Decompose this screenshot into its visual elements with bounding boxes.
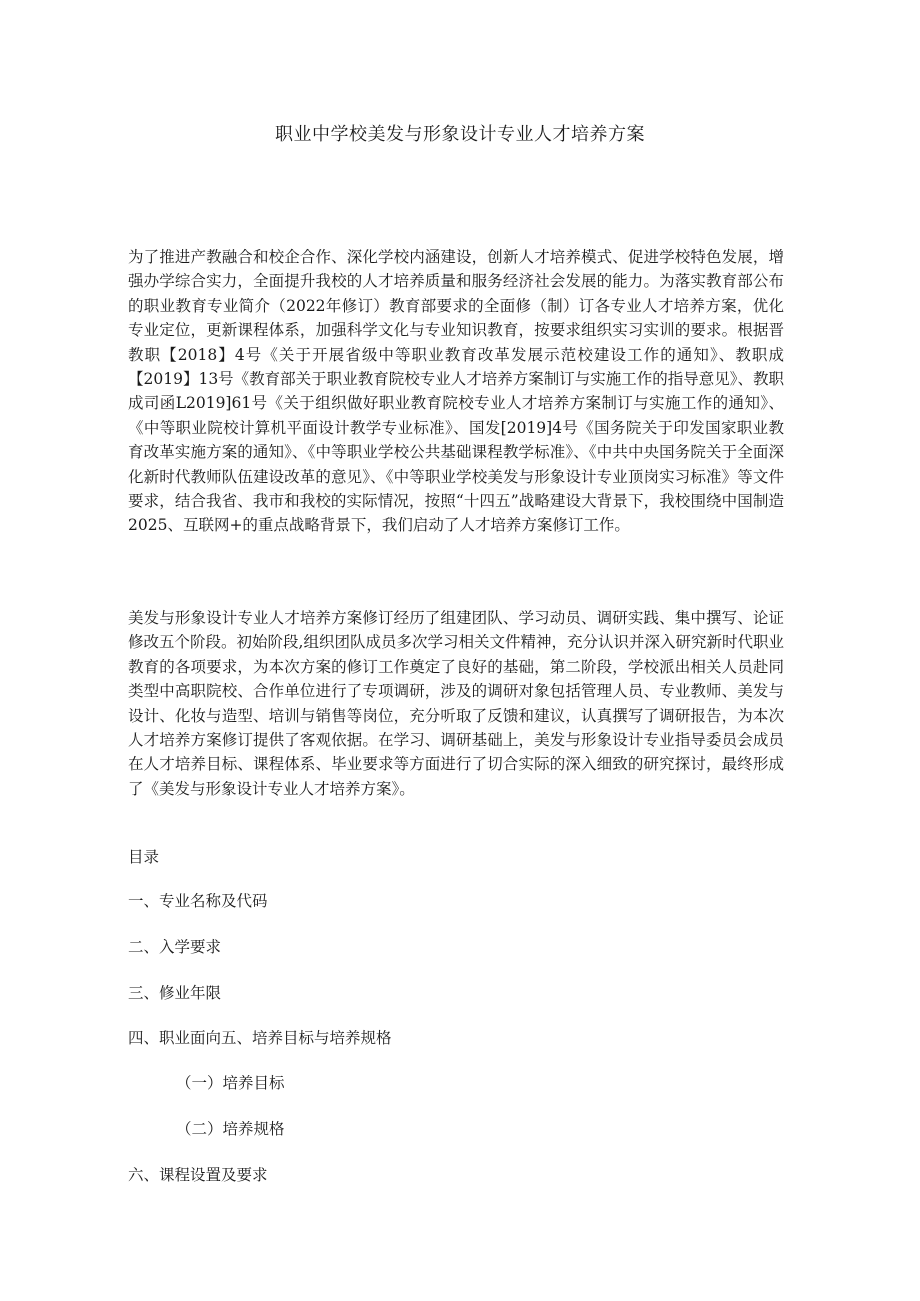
- toc-item-3: 三、修业年限: [128, 984, 222, 1002]
- document-title: 职业中学校美发与形象设计专业人才培养方案: [275, 124, 645, 145]
- toc-heading: 目录: [128, 848, 160, 866]
- intro-paragraph: 为了推进产教融合和校企合作、深化学校内涵建设，创新人才培养模式、促进学校特色发展，增强办学综合实力，全面提升我校的人才培养质量和服务经济社会发展的能力。为落实教育部公布的职业教育专业简介（2022年修订）教育部要求的全面修（制）订各专业人才培养方案，优化专业定位，更新课程体系，加强科学文化与专业知识教育，按要求组织实习实训的要求。根据晋教职【2018】4号《关于开展省级中等职业教育改革发展示范校建设工作的通知》、教职成【2019】13号《教育部关于职业教育院校专业人才培养方案制订与实施工作的指导意见》、教职成司函L2019]61号《关于组织做好职业教育院校专业人才培养方案制订与实施工作的通知》、《中等职业院校计算机平面设计教学专业标准》、国发[2019]4号《国务院关于印发国家职业教育改革实施方案的通知》、《中等职业学校公共基础课程教学标准》、《中共中央国务院关于全面深化新时代教师队伍建设改革的意见》、《中等职业学校美发与形象设计专业顶岗实习标准》等文件要求，结合我省、我市和我校的实际情况，按照“十四五”战略建设大背景下，我校围绕中国制造2025、互联网+的重点战略背景下，我们启动了人才培养方案修订工作。: [128, 248, 784, 535]
- toc-item-1: 一、专业名称及代码: [128, 892, 268, 910]
- toc-item-4: 四、职业面向五、培养目标与培养规格: [128, 1029, 392, 1047]
- revision-paragraph: 美发与形象设计专业人才培养方案修订经历了组建团队、学习动员、调研实践、集中撰写、论证修改五个阶段。初始阶段,组织团队成员多次学习相关文件精神，充分认识并深入研究新时代职业教育的各项要求，为本次方案的修订工作奠定了良好的基础，第二阶段，学校派出相关人员赴同类型中高职院校、合作单位进行了专项调研，涉及的调研对象包括管理人员、专业教师、美发与设计、化妆与造型、培训与销售等岗位，充分听取了反馈和建议，认真撰写了调研报告，为本次人才培养方案修订提供了客观依据。在学习、调研基础上，美发与形象设计专业指导委员会成员在人才培养目标、课程体系、毕业要求等方面进行了切合实际的深入细致的研究探讨，最终形成了《美发与形象设计专业人才培养方案》。: [128, 609, 784, 798]
- toc-subitem-1: （一）培养目标: [176, 1074, 285, 1092]
- toc-item-2: 二、入学要求: [128, 938, 222, 956]
- toc-item-6: 六、课程设置及要求: [128, 1166, 268, 1184]
- toc-subitem-2: （二）培养规格: [176, 1120, 285, 1138]
